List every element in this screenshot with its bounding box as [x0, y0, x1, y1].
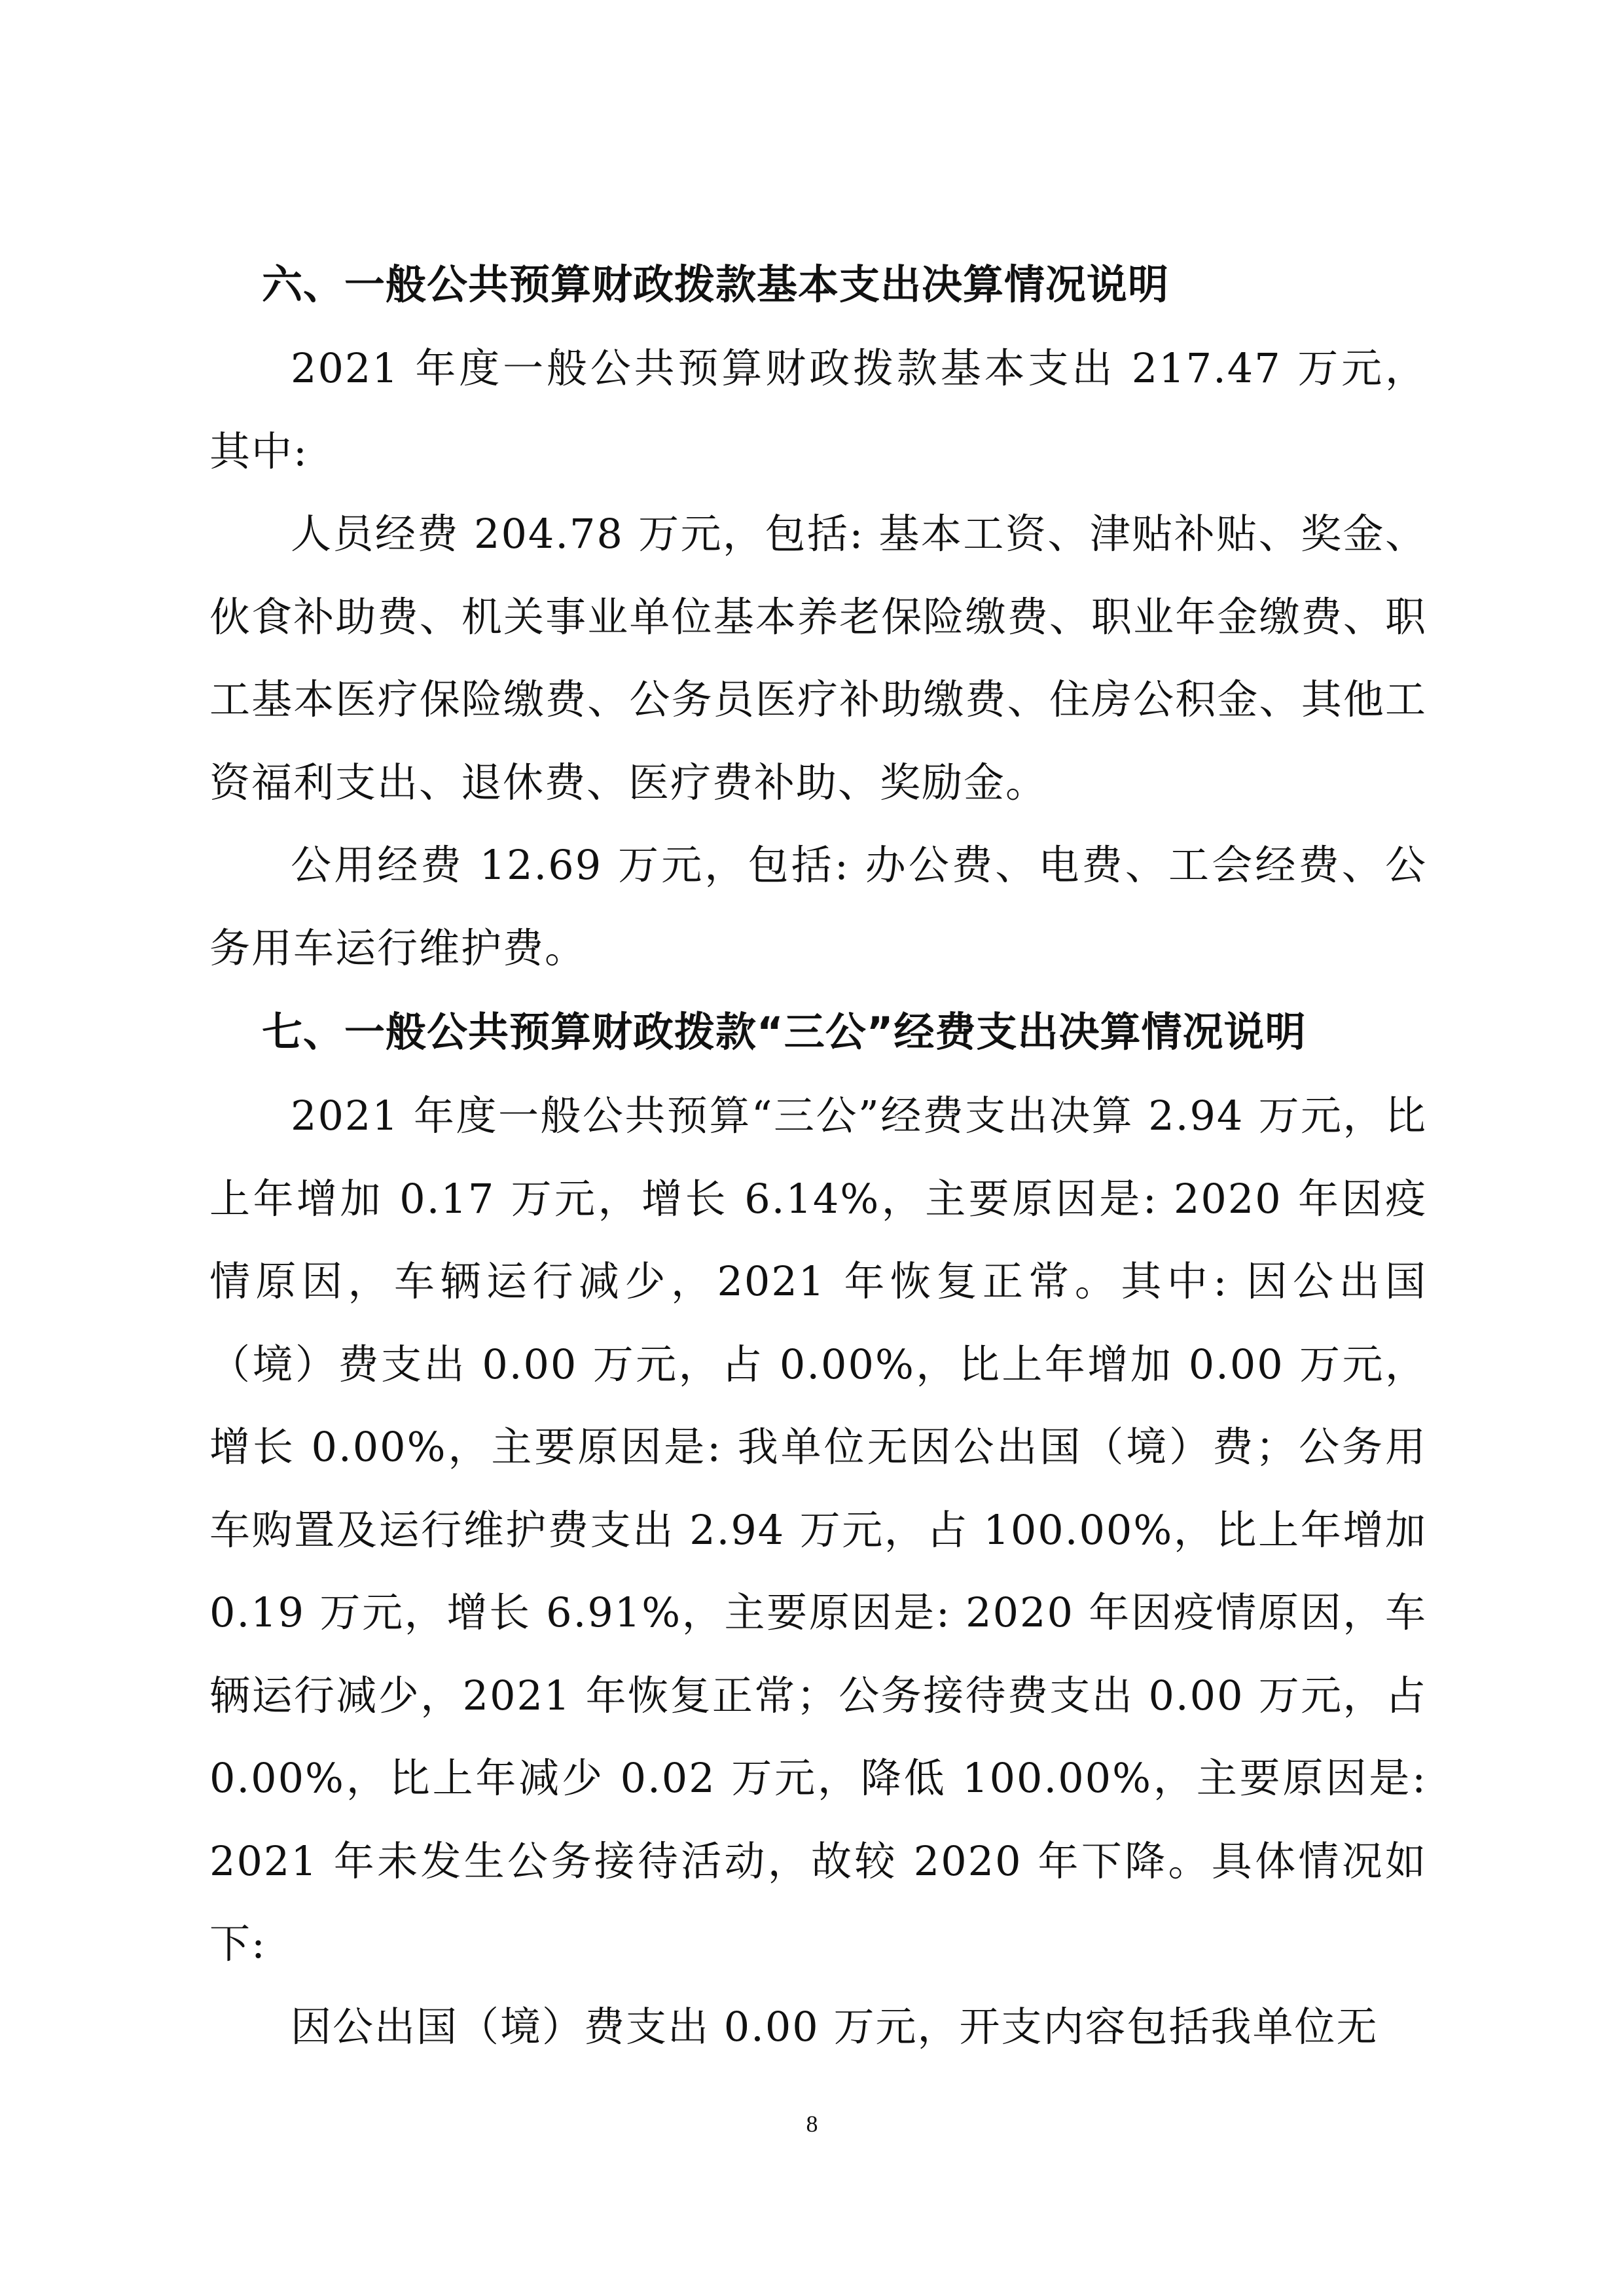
section-6-paragraph-2: 人员经费 204.78 万元，包括: 基本工资、津贴补贴、奖金、伙食补助费、机关事业单位基本养老保险缴费、职业年金缴费、职工基本医疗保险缴费、公务员医疗补助缴费、住房公积金、其他工资福利支出、退休费、医疗费补助、奖励金。 — [209, 510, 1427, 806]
section-6-paragraph-3: 公用经费 12.69 万元，包括: 办公费、电费、工会经费、公务用车运行维护费。 — [209, 841, 1427, 972]
section-6-paragraph-1: 2021 年度一般公共预算财政拨款基本支出 217.47 万元，其中: — [209, 344, 1427, 475]
section-6-heading: 六、一般公共预算财政拨款基本支出决算情况说明 — [262, 260, 1170, 308]
page-number: 8 — [806, 2111, 818, 2137]
section-7-paragraph-2: 因公出国（境）费支出 0.00 万元，开支内容包括我单位无 — [291, 2002, 1379, 2051]
page-content — [209, 242, 1427, 2068]
section-7-paragraph-1: 2021 年度一般公共预算“三公”经费支出决算 2.94 万元，比上年增加 0.17 万元，增长 6.14%，主要原因是: 2020 年因疫情原因，车辆运行减少，2021 年恢复正常。其中: 因公出国（境）费支出 0.00 万元，占 0.00%，比上年增加 0.00 万元，增长 0.00%，主要原因是: 我单位无因公出国（境）费；公务用车购置及运行维护费支出 2.94 万元，占 100.00%，比上年增加 0.19 万元，增长 6.91%，主要原因是: 2020 年因疫情原因，车辆运行减少，2021 年恢复正常；公务接待费支出 0.00 万元，占 0.00%，比上年减少 0.02 万元，降低 100.00%，主要原因是: 2021 年未发生公务接待活动，故较 2020 年下降。具体情况如下: — [209, 1092, 1427, 1967]
section-7-heading: 七、一般公共预算财政拨款“三公”经费支出决算情况说明 — [262, 1008, 1307, 1056]
